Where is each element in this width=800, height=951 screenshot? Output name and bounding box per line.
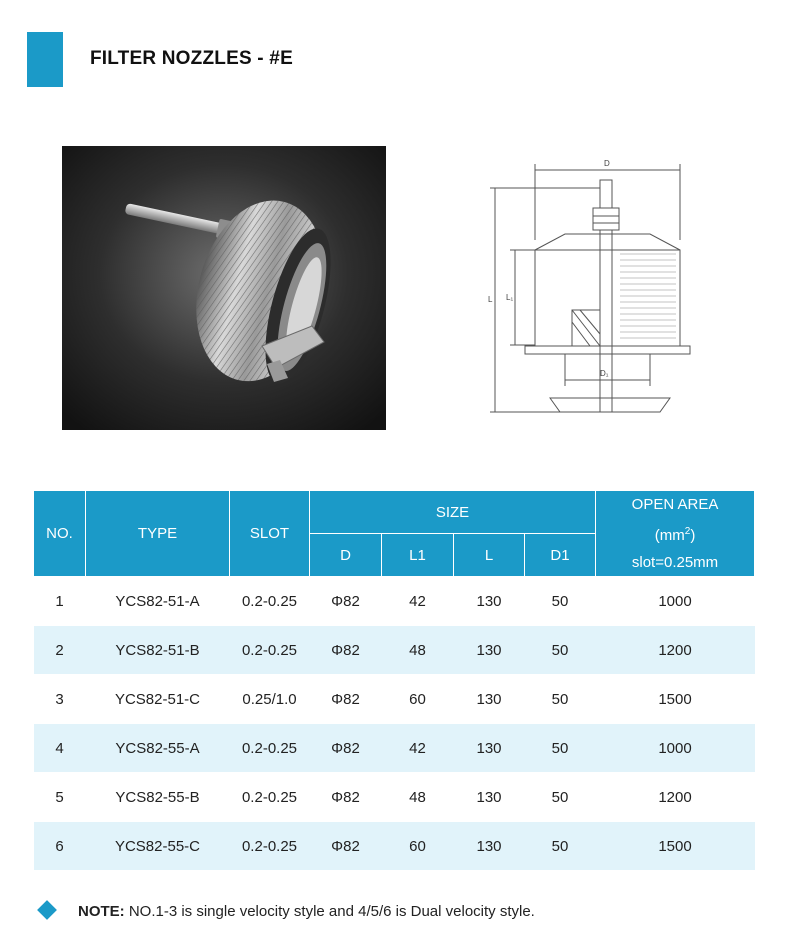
cell-d: Φ82	[310, 675, 382, 724]
cell-d1: 50	[525, 675, 596, 724]
cell-open-area: 1200	[596, 773, 755, 822]
cell-type: YCS82-55-B	[86, 773, 230, 822]
cell-d1: 50	[525, 626, 596, 675]
cell-no: 3	[34, 675, 86, 724]
cell-l1: 48	[382, 626, 454, 675]
note	[40, 903, 535, 920]
cell-open-area: 1200	[596, 626, 755, 675]
cell-open-area: 1500	[596, 675, 755, 724]
cell-slot: 0.2-0.25	[230, 626, 310, 675]
header-slot: SLOT	[230, 491, 310, 577]
cell-d1: 50	[525, 724, 596, 773]
dim-label-l1: L₁	[506, 293, 514, 302]
cell-l: 130	[454, 577, 525, 626]
table-row	[34, 724, 755, 773]
cell-no: 4	[34, 724, 86, 773]
cell-slot: 0.25/1.0	[230, 675, 310, 724]
table-row	[34, 626, 755, 675]
cell-l: 130	[454, 724, 525, 773]
cell-no: 6	[34, 822, 86, 871]
cell-d: Φ82	[310, 773, 382, 822]
cell-l1: 60	[382, 675, 454, 724]
cell-d1: 50	[525, 773, 596, 822]
cell-slot: 0.2-0.25	[230, 577, 310, 626]
cell-d: Φ82	[310, 626, 382, 675]
header-no: NO.	[34, 491, 86, 577]
diamond-bullet-icon	[37, 900, 57, 920]
cell-open-area: 1000	[596, 577, 755, 626]
cell-type: YCS82-55-C	[86, 822, 230, 871]
cell-type: YCS82-51-C	[86, 675, 230, 724]
dim-label-l: L	[488, 295, 493, 304]
subheader-d: D	[310, 534, 382, 577]
cell-slot: 0.2-0.25	[230, 773, 310, 822]
table-row	[34, 773, 755, 822]
open-area-unit-sup: 2	[684, 526, 691, 537]
note-label: NOTE:	[78, 903, 125, 920]
dim-label-d: D	[604, 159, 610, 168]
cell-l1: 42	[382, 577, 454, 626]
cell-no: 2	[34, 626, 86, 675]
cell-l1: 42	[382, 724, 454, 773]
cell-no: 5	[34, 773, 86, 822]
table-row	[34, 577, 755, 626]
cell-d1: 50	[525, 577, 596, 626]
cell-slot: 0.2-0.25	[230, 724, 310, 773]
open-area-unit-close: )	[690, 527, 696, 544]
open-area-unit	[596, 518, 754, 549]
product-photo	[62, 146, 386, 430]
open-area-unit-text: (mm	[654, 527, 685, 544]
title-accent-bar	[27, 32, 63, 87]
note-text: NO.1-3 is single velocity style and 4/5/6 is Dual velocity style.	[124, 903, 535, 920]
header-size: SIZE	[310, 491, 596, 534]
cell-d1: 50	[525, 822, 596, 871]
header-open-area	[596, 491, 755, 577]
subheader-l1: L1	[382, 534, 454, 577]
cell-d: Φ82	[310, 822, 382, 871]
cell-open-area: 1500	[596, 822, 755, 871]
cell-l1: 60	[382, 822, 454, 871]
cell-no: 1	[34, 577, 86, 626]
cell-open-area: 1000	[596, 724, 755, 773]
table-row	[34, 675, 755, 724]
subheader-l: L	[454, 534, 525, 577]
cell-type: YCS82-55-A	[86, 724, 230, 773]
cell-type: YCS82-51-B	[86, 626, 230, 675]
cell-l: 130	[454, 675, 525, 724]
cell-l: 130	[454, 773, 525, 822]
page-title: FILTER NOZZLES - #E	[90, 48, 293, 69]
table-row	[34, 822, 755, 871]
cell-l1: 48	[382, 773, 454, 822]
cell-d: Φ82	[310, 724, 382, 773]
cell-l: 130	[454, 626, 525, 675]
cell-slot: 0.2-0.25	[230, 822, 310, 871]
open-area-title: OPEN AREA	[631, 496, 719, 513]
technical-drawing	[480, 150, 700, 425]
open-area-slot: slot=0.25mm	[631, 554, 719, 571]
cell-type: YCS82-51-A	[86, 577, 230, 626]
spec-table	[33, 490, 755, 871]
header-type: TYPE	[86, 491, 230, 577]
subheader-d1: D1	[525, 534, 596, 577]
dim-label-d1: D₁	[600, 369, 609, 378]
cell-d: Φ82	[310, 577, 382, 626]
cell-l: 130	[454, 822, 525, 871]
